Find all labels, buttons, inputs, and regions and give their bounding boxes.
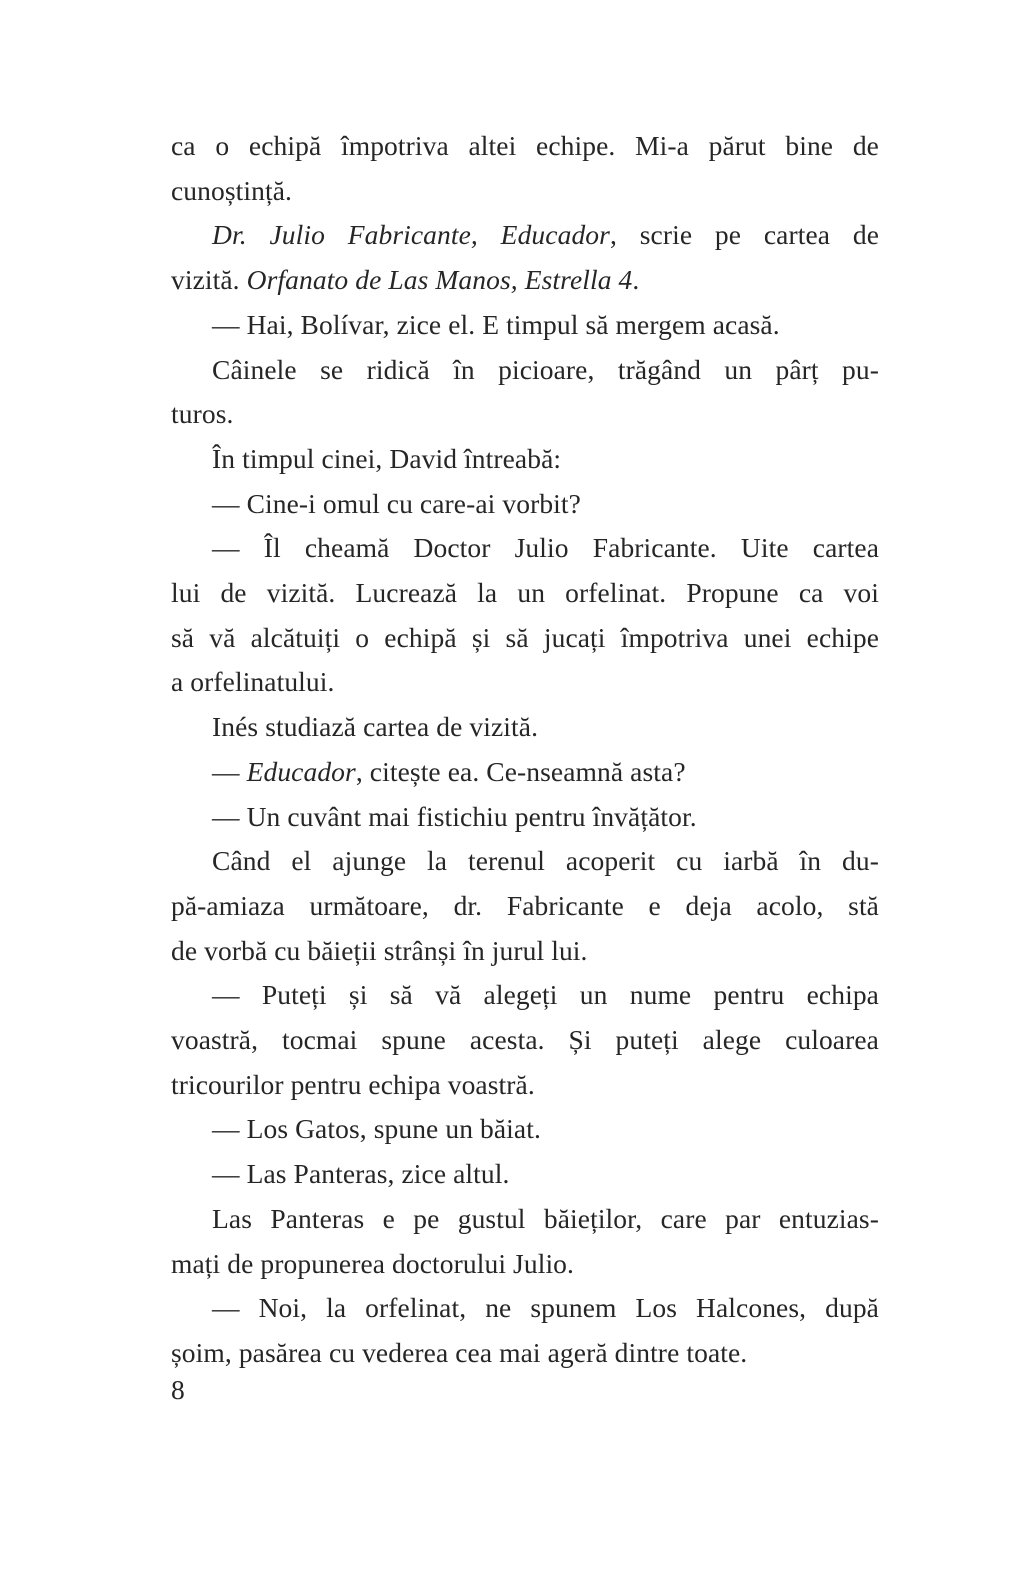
- text-line: [171, 1331, 879, 1376]
- text-line: [171, 258, 879, 303]
- text-line: [171, 482, 879, 527]
- text-segment: turos.: [171, 398, 234, 430]
- text-line: [171, 660, 879, 705]
- text-segment: — Noi, la orfelinat, ne spunem Los Halcones, după: [212, 1292, 879, 1324]
- italic-text-segment: Orfanato de Las Manos, Estrella 4: [246, 264, 633, 296]
- text-line: [171, 303, 879, 348]
- text-line: [171, 169, 879, 214]
- text-segment: , citește ea. Ce-nseamnă asta?: [355, 755, 686, 787]
- text-line: [171, 839, 879, 884]
- text-line: [171, 1063, 879, 1108]
- text-segment: Câinele se ridică în picioare, trăgând un pârț pu-: [212, 353, 879, 385]
- text-line: [171, 1197, 879, 1242]
- text-line: [171, 213, 879, 258]
- text-line: [171, 348, 879, 393]
- text-line: [171, 616, 879, 661]
- page-number: 8: [171, 1374, 185, 1405]
- text-segment: — Los Gatos, spune un băiat.: [212, 1113, 541, 1145]
- text-segment: În timpul cinei, David întreabă:: [212, 442, 562, 474]
- italic-text-segment: Dr. Julio Fabricante, Educador: [212, 219, 610, 251]
- text-segment: a orfelinatului.: [171, 666, 335, 698]
- text-segment: —: [212, 755, 247, 787]
- text-line: [171, 884, 879, 929]
- text-segment: , scrie pe cartea de: [609, 219, 879, 251]
- text-segment: lui de vizită. Lucrează la un orfelinat. Propune ca voi: [171, 577, 879, 609]
- text-segment: Inés studiază cartea de vizită.: [212, 711, 539, 743]
- text-segment: ca o echipă împotriva altei echipe. Mi-a părut bine de: [171, 130, 879, 161]
- text-segment: vizită.: [171, 264, 247, 296]
- text-line: [171, 750, 879, 795]
- text-line: [171, 705, 879, 750]
- text-segment: .: [632, 264, 640, 296]
- text-segment: mați de propunerea doctorului Julio.: [171, 1247, 575, 1279]
- text-segment: pă-amiaza următoare, dr. Fabricante e deja acolo, stă: [171, 889, 879, 921]
- text-segment: șoim, pasărea cu vederea cea mai ageră dintre toate.: [171, 1336, 748, 1368]
- text-segment: cunoștință.: [171, 174, 293, 206]
- italic-text-segment: Educador: [246, 755, 356, 787]
- text-line: [171, 437, 879, 482]
- text-line: [171, 571, 879, 616]
- body-text: [171, 124, 879, 1376]
- text-line: [171, 1242, 879, 1287]
- text-segment: să vă alcătuiți o echipă și să jucați împotriva unei echipe: [171, 621, 879, 653]
- text-line: [171, 929, 879, 974]
- text-segment: — Îl cheamă Doctor Julio Fabricante. Uite cartea: [212, 532, 879, 564]
- text-line: [171, 795, 879, 840]
- text-segment: tricourilor pentru echipa voastră.: [171, 1068, 535, 1100]
- text-line: [171, 1018, 879, 1063]
- text-line: [171, 973, 879, 1018]
- text-line: [171, 1107, 879, 1152]
- text-segment: — Las Panteras, zice altul.: [212, 1158, 510, 1190]
- text-segment: Când el ajunge la terenul acoperit cu iarbă în du-: [212, 845, 879, 877]
- text-segment: voastră, tocmai spune acesta. Și puteți alege culoarea: [171, 1024, 879, 1056]
- text-line: [171, 1286, 879, 1331]
- text-segment: — Puteți și să vă alegeți un nume pentru echipa: [212, 979, 879, 1011]
- text-line: [171, 392, 879, 437]
- text-line: [171, 124, 879, 169]
- text-segment: Las Panteras e pe gustul băieților, care par entuzias-: [212, 1202, 879, 1234]
- text-segment: — Un cuvânt mai fistichiu pentru învățător.: [212, 800, 697, 832]
- text-segment: — Cine-i omul cu care-ai vorbit?: [212, 487, 581, 519]
- text-line: [171, 526, 879, 571]
- text-segment: — Hai, Bolívar, zice el. E timpul să mergem acasă.: [212, 308, 780, 340]
- text-segment: de vorbă cu băieții strânși în jurul lui.: [171, 934, 588, 966]
- text-line: [171, 1152, 879, 1197]
